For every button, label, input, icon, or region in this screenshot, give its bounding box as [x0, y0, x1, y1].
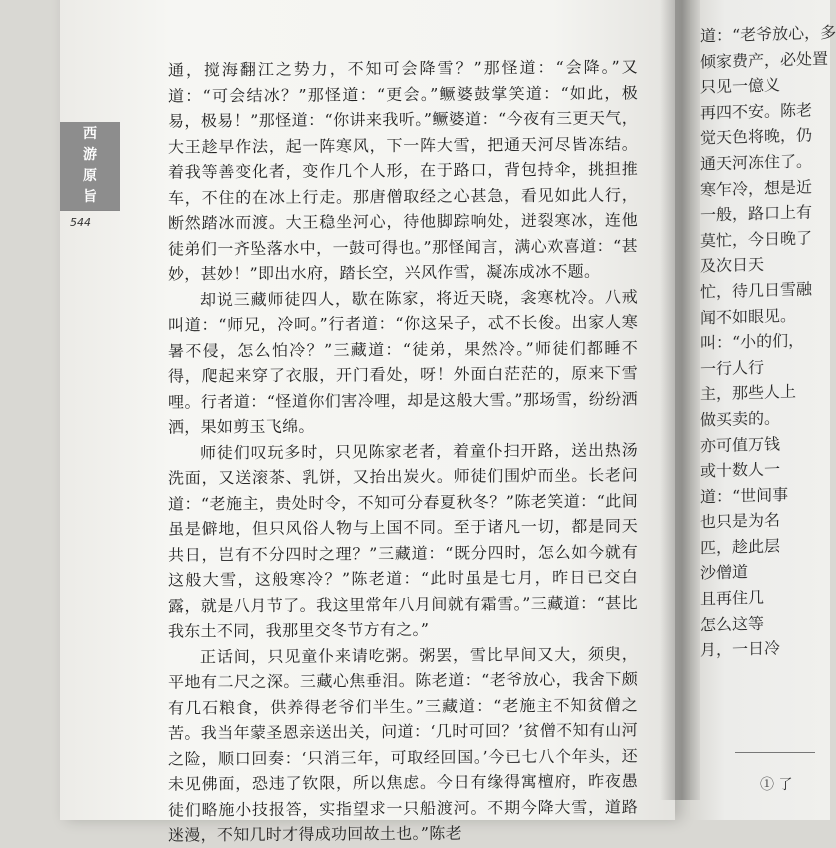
right-page-line: 匹，趁此层 — [700, 536, 781, 558]
main-text — [168, 54, 638, 848]
right-page-line: 且再住几 — [700, 587, 765, 609]
page-number: 544 — [70, 216, 91, 229]
footnote-rule — [735, 752, 815, 753]
footnote: ① 了 — [760, 777, 793, 793]
right-page-line: 一行人行 — [700, 357, 765, 379]
chapter-side-tab — [60, 122, 120, 210]
paragraph: 正话间，只见童仆来请吃粥。粥罢，雪比早间又大，须臾，平地有二尺之深。三藏心焦垂泪。陈老道：“老爷放心，我舍下颇有几石粮食，供养得老爷们半生。”三藏道：“老施主不知贫僧之苦。我当年蒙圣恩亲送出关，问道：‘几时可回？’贫僧不知有山河之险，顺口回奏：‘只消三年，可取经回国。’今已七八个年头，还未见佛面，恐违了钦限，所以焦虑。今日有缘得寓檀府，昨夜愚徒们略施小技报答，实指望求一只船渡河。不期今降大雪，道路迷漫，不知几时才得成功回故土也。”陈老 — [168, 643, 638, 845]
right-page-line: 忙，待几日雪融 — [700, 279, 813, 302]
right-page-line: 倾家费产，必处置 — [700, 48, 829, 72]
right-page-line: 只见一億义 — [700, 75, 781, 97]
right-page-text — [700, 20, 836, 740]
side-tab-char: 旨 — [83, 189, 97, 205]
right-page-line: 亦可值万钱 — [700, 433, 781, 456]
book-gutter-shadow — [660, 0, 700, 800]
page-number-rule — [60, 210, 120, 211]
right-page-line: 道：“老爷放心，多 — [700, 22, 836, 46]
paragraph: 通，搅海翻江之势力，不知可会降雪？”那怪道：“会降。”又道：“可会结冰？”那怪道：“更会。”鳜婆鼓掌笑道：“如此，极易，极易！”那怪道：“你讲来我听。”鳜婆道：“今夜有三更天气，大王趁早作法，起一阵寒风，下一阵大雪，把通天河尽皆冻结。着我等善变化者，变作几个人形，在于路口，背包持伞，挑担推车，不住的在冰上行走。那唐僧取经之心甚急，看见如此人行，断然踏冰而渡。大王稳坐河心，待他脚踪响处，迸裂寒冰，连他徒弟们一齐坠落水中，一鼓可得也。”那怪闻言，满心欢喜道：“甚妙，甚妙！”即出水府，踏长空，兴风作雪，凝冻成冰不题。 — [168, 57, 638, 284]
side-tab-char: 原 — [83, 168, 97, 184]
right-page-line: 叫：“小的们， — [700, 330, 805, 353]
right-page-line: 主，那些人上 — [700, 382, 797, 404]
right-page-line: 或十数人一 — [700, 459, 781, 481]
right-page-line: 沙僧道 — [700, 562, 749, 584]
right-page-line: 觉天色将晚，仍 — [700, 125, 813, 148]
side-tab-char: 游 — [83, 147, 97, 163]
right-page-line: 怎么这等 — [700, 613, 765, 635]
paragraph: 师徒们叹玩多时，只见陈家老者，着童仆扫开路，送出热汤洗面，又送滚茶、乳饼，又抬出炭火。师徒们围炉而坐。长老问道：“老施主，贵处时令，不知可分春夏秋冬？”陈老笑道：“此间虽是僻地，但只风俗人物与上国不同。至于诸凡一切，都是同天共日，岂有不分四时之理？”三藏道：“既分四时，怎么如今就有这般大雪，这般寒冷？”陈老道：“此时虽是七月，昨日已交白露，就是八月节了。我这里常年八月间就有霜雪。”三藏道：“甚比我东土不同，我那里交冬节方有之。” — [168, 439, 638, 641]
right-page-line: 莫忙，今日晚了 — [700, 228, 813, 251]
right-page-line: 月，一日冷 — [700, 638, 781, 660]
right-page-line: 再四不安。陈老 — [700, 100, 813, 123]
right-page-line: 通天河冻住了。 — [700, 151, 813, 174]
side-tab-char: 西 — [83, 126, 97, 142]
right-page-line: 及次日天 — [700, 255, 765, 276]
right-page-line: 做买卖的。 — [700, 408, 781, 430]
right-page-line — [700, 660, 810, 689]
right-page-line — [700, 711, 810, 740]
right-page-line: 也只是为名 — [700, 510, 781, 532]
right-page-line: 闻不如眼见。 — [700, 305, 797, 328]
right-page-line: 寒乍冷，想是近 — [700, 176, 813, 200]
right-page-line — [700, 686, 810, 715]
paragraph: 却说三藏师徒四人，歇在陈家，将近天晓，衾寒枕冷。八戒叫道：“师兄，冷呵。”行者道：“你这呆子，忒不长俊。出家人寒暑不侵，怎么怕冷？”三藏道：“徒弟，果然冷。”师徒们都睡不得，爬起来穿了衣服，开门看处，呀！外面白茫茫的，原来下雪哩。行者道：“怪道你们害冷哩，却是这般大雪。”那场雪，纷纷洒洒，果如剪玉飞绵。 — [168, 286, 638, 437]
right-page-line: 一般，路口上有 — [700, 202, 813, 225]
right-page-line: 道：“世间事 — [700, 484, 789, 507]
